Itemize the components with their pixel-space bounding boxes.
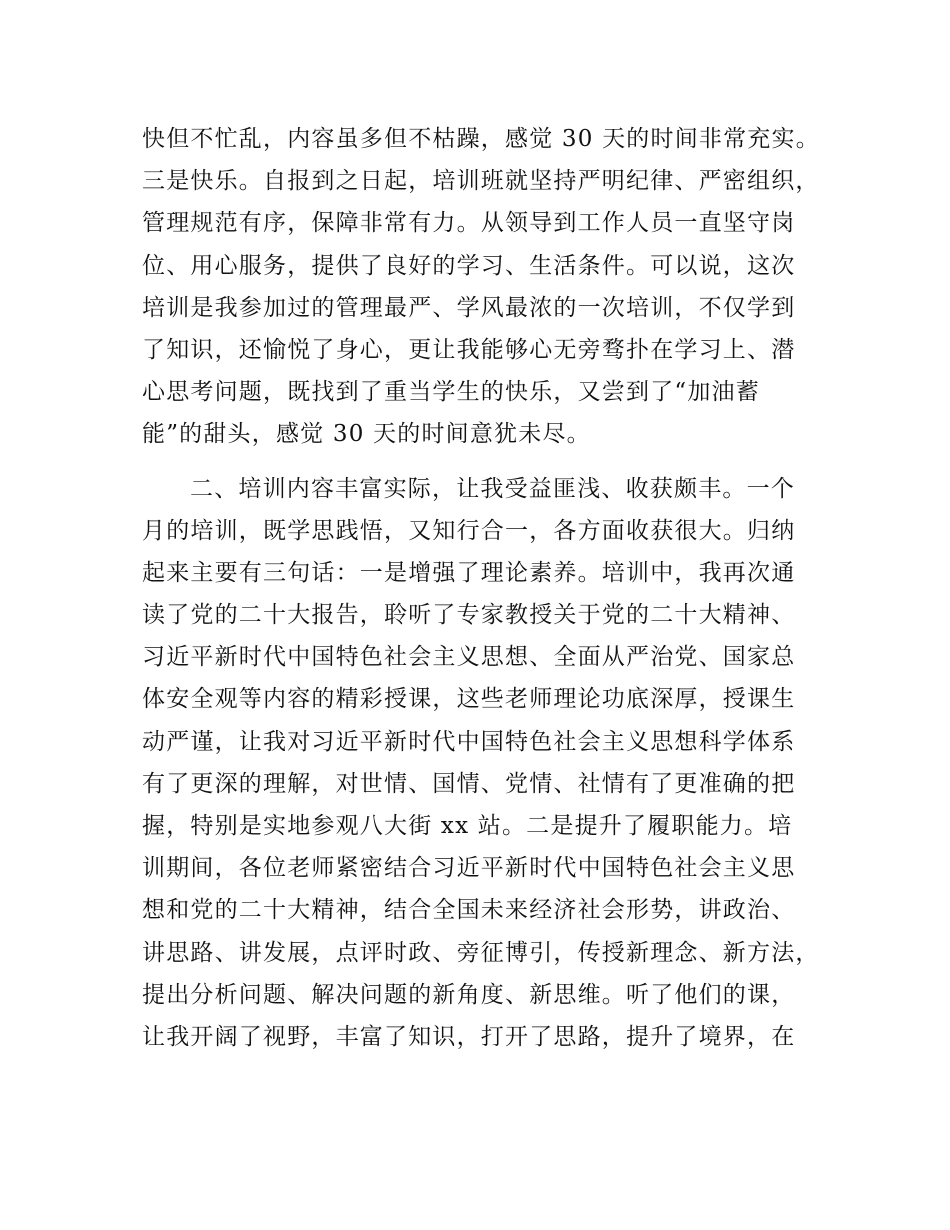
text-line: 有了更深的理解，对世情、国情、党情、社情有了更准确的把	[142, 770, 796, 797]
text-line: 二、培训内容丰富实际，让我受益匪浅、收获颇丰。一个	[190, 475, 795, 502]
text-line: 想和党的二十大精神，结合全国未来经济社会形势，讲政治、	[142, 897, 796, 924]
paragraph-2	[142, 468, 832, 1059]
text-line: 体安全观等内容的精彩授课，这些老师理论功底深厚，授课生	[142, 686, 796, 713]
text-line: 起来主要有三句话：一是增强了理论素养。培训中，我再次通	[142, 559, 796, 586]
text-line: 三是快乐。自报到之日起，培训班就坚持严明纪律、严密组织，	[142, 168, 820, 195]
text-line: 月的培训，既学思践悟，又知行合一，各方面收获很大。归纳	[142, 517, 796, 544]
text-line: 让我开阔了视野，丰富了知识，打开了思路，提升了境界，在	[142, 1023, 796, 1050]
text-line: 能”的甜头，感觉 30 天的时间意犹未尽。	[142, 421, 591, 448]
text-line: 了知识，还愉悦了身心，更让我能够心无旁骛扑在学习上、潜	[142, 336, 796, 363]
text-line: 提出分析问题、解决问题的新角度、新思维。听了他们的课，	[142, 981, 796, 1008]
text-line: 管理规范有序，保障非常有力。从领导到工作人员一直坚守岗	[142, 210, 796, 237]
paragraph-1	[142, 118, 832, 456]
text-line: 读了党的二十大报告，聆听了专家教授关于党的二十大精神、	[142, 602, 796, 629]
text-line: 动严谨，让我对习近平新时代中国特色社会主义思想科学体系	[142, 728, 796, 755]
text-line: 快但不忙乱，内容虽多但不枯躁，感觉 30 天的时间非常充实。	[142, 126, 820, 152]
text-line: 训期间，各位老师紧密结合习近平新时代中国特色社会主义思	[142, 855, 796, 882]
text-line: 心思考问题，既找到了重当学生的快乐，又尝到了“加油蓄	[142, 379, 760, 406]
body-text	[142, 118, 832, 1058]
paragraph-gap	[142, 456, 832, 468]
text-line: 握，特别是实地参观八大街 xx 站。二是提升了履职能力。培	[142, 813, 793, 839]
text-line: 讲思路、讲发展，点评时政、旁征博引，传授新理念、新方法，	[142, 939, 820, 966]
text-line: 位、用心服务，提供了良好的学习、生活条件。可以说，这次	[142, 252, 796, 279]
text-line: 习近平新时代中国特色社会主义思想、全面从严治党、国家总	[142, 644, 796, 671]
text-line: 培训是我参加过的管理最严、学风最浓的一次培训，不仅学到	[142, 294, 796, 321]
